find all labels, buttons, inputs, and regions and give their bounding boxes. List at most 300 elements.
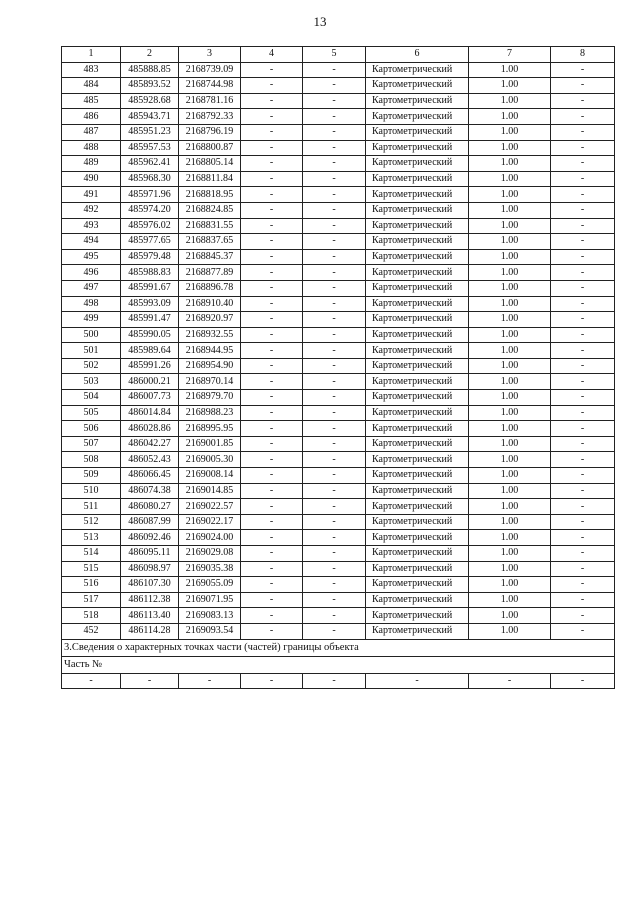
table-cell: 2168920.97 bbox=[179, 312, 241, 328]
table-cell: - bbox=[241, 140, 303, 156]
table-cell: 1.00 bbox=[469, 327, 551, 343]
table-cell: - bbox=[551, 296, 615, 312]
table-cell: - bbox=[303, 265, 366, 281]
table-cell: Картометрический bbox=[366, 608, 469, 624]
table-cell: - bbox=[551, 468, 615, 484]
table-row bbox=[62, 514, 615, 530]
table-cell: - bbox=[551, 234, 615, 250]
table-cell: 2168781.16 bbox=[179, 93, 241, 109]
section-title: 3.Сведения о характерных точках части (частей) границы объекта bbox=[62, 639, 615, 656]
table-cell: - bbox=[303, 358, 366, 374]
table-cell: Картометрический bbox=[366, 265, 469, 281]
table-cell: 483 bbox=[62, 62, 121, 78]
table-cell: - bbox=[241, 561, 303, 577]
table-cell: 1.00 bbox=[469, 483, 551, 499]
table-row bbox=[62, 327, 615, 343]
table-cell: 516 bbox=[62, 577, 121, 593]
table-row bbox=[62, 296, 615, 312]
table-cell: 486114.28 bbox=[121, 623, 179, 639]
table-cell: Картометрический bbox=[366, 296, 469, 312]
table-cell: 500 bbox=[62, 327, 121, 343]
table-cell: - bbox=[241, 78, 303, 94]
table-cell: 485974.20 bbox=[121, 202, 179, 218]
table-cell: 491 bbox=[62, 187, 121, 203]
table-cell: Картометрический bbox=[366, 514, 469, 530]
table-cell: - bbox=[241, 202, 303, 218]
table-cell: - bbox=[551, 592, 615, 608]
table-cell: 486 bbox=[62, 109, 121, 125]
table-cell: Картометрический bbox=[366, 483, 469, 499]
table-cell: Картометрический bbox=[366, 592, 469, 608]
table-cell: 2168944.95 bbox=[179, 343, 241, 359]
table-cell: 1.00 bbox=[469, 78, 551, 94]
table-row bbox=[62, 156, 615, 172]
table-row bbox=[62, 312, 615, 328]
table-cell: Картометрический bbox=[366, 93, 469, 109]
table-cell: - bbox=[303, 390, 366, 406]
table-cell: 495 bbox=[62, 249, 121, 265]
table-cell: - bbox=[303, 93, 366, 109]
table-cell: 496 bbox=[62, 265, 121, 281]
characteristic-points-table bbox=[61, 46, 615, 689]
table-cell: 2169022.17 bbox=[179, 514, 241, 530]
table-cell: 486042.27 bbox=[121, 436, 179, 452]
table-cell: - bbox=[551, 514, 615, 530]
table-cell: - bbox=[551, 546, 615, 562]
table-cell: - bbox=[551, 623, 615, 639]
table-cell: 1.00 bbox=[469, 421, 551, 437]
table-cell: 485979.48 bbox=[121, 249, 179, 265]
table-cell: Картометрический bbox=[366, 187, 469, 203]
table-cell: 493 bbox=[62, 218, 121, 234]
table-cell: - bbox=[551, 156, 615, 172]
table-cell: 2168995.95 bbox=[179, 421, 241, 437]
table-cell: 498 bbox=[62, 296, 121, 312]
table-cell: 1.00 bbox=[469, 218, 551, 234]
table-cell: - bbox=[551, 187, 615, 203]
table-cell: 485962.41 bbox=[121, 156, 179, 172]
table-cell: 1.00 bbox=[469, 187, 551, 203]
column-number-8: 8 bbox=[551, 47, 615, 63]
table-cell: 1.00 bbox=[469, 546, 551, 562]
table-cell: - bbox=[551, 280, 615, 296]
table-cell: 1.00 bbox=[469, 249, 551, 265]
table-cell: 2168932.55 bbox=[179, 327, 241, 343]
table-cell: Картометрический bbox=[366, 577, 469, 593]
table-cell: - bbox=[303, 468, 366, 484]
table-cell: 514 bbox=[62, 546, 121, 562]
table-cell: - bbox=[241, 405, 303, 421]
table-row bbox=[62, 592, 615, 608]
table-cell: 486087.99 bbox=[121, 514, 179, 530]
table-cell: - bbox=[303, 218, 366, 234]
table-cell: - bbox=[551, 312, 615, 328]
table-cell: - bbox=[303, 171, 366, 187]
table-cell: - bbox=[366, 673, 469, 689]
table-cell: Картометрический bbox=[366, 140, 469, 156]
table-cell: - bbox=[303, 608, 366, 624]
table-cell: 486066.45 bbox=[121, 468, 179, 484]
table-cell: 486095.11 bbox=[121, 546, 179, 562]
table-cell: 486007.73 bbox=[121, 390, 179, 406]
table-cell: - bbox=[551, 673, 615, 689]
table-cell: - bbox=[551, 358, 615, 374]
table-cell: Картометрический bbox=[366, 280, 469, 296]
table-cell: 2168877.89 bbox=[179, 265, 241, 281]
table-cell: - bbox=[551, 140, 615, 156]
table-row bbox=[62, 468, 615, 484]
table-cell: - bbox=[551, 436, 615, 452]
table-cell: 2168811.84 bbox=[179, 171, 241, 187]
table-cell: - bbox=[303, 592, 366, 608]
table-cell: 2169055.09 bbox=[179, 577, 241, 593]
table-cell: Картометрический bbox=[366, 124, 469, 140]
table-cell: - bbox=[303, 249, 366, 265]
table-cell: Картометрический bbox=[366, 499, 469, 515]
table-row bbox=[62, 499, 615, 515]
table-cell: 486014.84 bbox=[121, 405, 179, 421]
table-cell: 2168988.23 bbox=[179, 405, 241, 421]
table-cell: - bbox=[551, 343, 615, 359]
table-cell: 486080.27 bbox=[121, 499, 179, 515]
table-row bbox=[62, 530, 615, 546]
table-cell: 485989.64 bbox=[121, 343, 179, 359]
table-cell: - bbox=[303, 546, 366, 562]
table-cell: 518 bbox=[62, 608, 121, 624]
table-cell: 2168954.90 bbox=[179, 358, 241, 374]
table-cell: - bbox=[551, 93, 615, 109]
table-cell: - bbox=[551, 78, 615, 94]
table-cell: Картометрический bbox=[366, 421, 469, 437]
table-cell: 485976.02 bbox=[121, 218, 179, 234]
table-cell: 485928.68 bbox=[121, 93, 179, 109]
column-number-1: 1 bbox=[62, 47, 121, 63]
table-cell: Картометрический bbox=[366, 249, 469, 265]
table-row bbox=[62, 483, 615, 499]
table-cell: 1.00 bbox=[469, 623, 551, 639]
table-cell: 1.00 bbox=[469, 312, 551, 328]
table-cell: 1.00 bbox=[469, 577, 551, 593]
table-cell: - bbox=[551, 577, 615, 593]
table-cell: - bbox=[303, 530, 366, 546]
table-cell: - bbox=[551, 561, 615, 577]
table-cell: - bbox=[303, 421, 366, 437]
table-cell: - bbox=[241, 530, 303, 546]
table-cell: 2169093.54 bbox=[179, 623, 241, 639]
table-row bbox=[62, 561, 615, 577]
table-cell: 2168792.33 bbox=[179, 109, 241, 125]
table-cell: - bbox=[241, 452, 303, 468]
table-cell: 2168824.85 bbox=[179, 202, 241, 218]
table-cell: 485988.83 bbox=[121, 265, 179, 281]
table-cell: - bbox=[551, 374, 615, 390]
table-cell: 2169022.57 bbox=[179, 499, 241, 515]
table-cell: - bbox=[241, 514, 303, 530]
table-cell: 1.00 bbox=[469, 280, 551, 296]
table-row bbox=[62, 265, 615, 281]
table-cell: 488 bbox=[62, 140, 121, 156]
table-cell: 2169001.85 bbox=[179, 436, 241, 452]
table-cell: 2168800.87 bbox=[179, 140, 241, 156]
table-cell: 503 bbox=[62, 374, 121, 390]
table-cell: - bbox=[241, 187, 303, 203]
table-cell: - bbox=[303, 561, 366, 577]
table-cell: 1.00 bbox=[469, 124, 551, 140]
table-cell: 486052.43 bbox=[121, 452, 179, 468]
table-cell: - bbox=[551, 530, 615, 546]
table-cell: Картометрический bbox=[366, 546, 469, 562]
table-cell: - bbox=[62, 673, 121, 689]
table-row bbox=[62, 62, 615, 78]
table-row bbox=[62, 546, 615, 562]
table-row bbox=[62, 93, 615, 109]
column-number-2: 2 bbox=[121, 47, 179, 63]
table-cell: - bbox=[551, 452, 615, 468]
table-cell: - bbox=[241, 156, 303, 172]
table-cell: - bbox=[551, 608, 615, 624]
table-cell: 452 bbox=[62, 623, 121, 639]
table-cell: 1.00 bbox=[469, 374, 551, 390]
table-cell: - bbox=[551, 109, 615, 125]
table-cell: Картометрический bbox=[366, 405, 469, 421]
table-cell: - bbox=[303, 343, 366, 359]
table-cell: - bbox=[241, 358, 303, 374]
table-cell: - bbox=[551, 171, 615, 187]
table-cell: 485990.05 bbox=[121, 327, 179, 343]
table-cell: 504 bbox=[62, 390, 121, 406]
table-cell: - bbox=[303, 280, 366, 296]
table-cell: 501 bbox=[62, 343, 121, 359]
table-cell: 485991.47 bbox=[121, 312, 179, 328]
table-cell: Картометрический bbox=[366, 234, 469, 250]
table-cell: 489 bbox=[62, 156, 121, 172]
table-cell: - bbox=[303, 78, 366, 94]
table-cell: - bbox=[551, 421, 615, 437]
table-cell: Картометрический bbox=[366, 62, 469, 78]
section-title-row bbox=[62, 639, 615, 656]
table-cell: 2168896.78 bbox=[179, 280, 241, 296]
table-cell: 2168796.19 bbox=[179, 124, 241, 140]
table-cell: 1.00 bbox=[469, 358, 551, 374]
table-cell: 2168818.95 bbox=[179, 187, 241, 203]
table-cell: - bbox=[303, 374, 366, 390]
table-cell: Картометрический bbox=[366, 358, 469, 374]
table-cell: 2169008.14 bbox=[179, 468, 241, 484]
table-cell: - bbox=[551, 218, 615, 234]
table-cell: - bbox=[303, 499, 366, 515]
table-cell: 508 bbox=[62, 452, 121, 468]
table-cell: 1.00 bbox=[469, 608, 551, 624]
table-cell: Картометрический bbox=[366, 623, 469, 639]
table-cell: 485888.85 bbox=[121, 62, 179, 78]
table-row bbox=[62, 124, 615, 140]
table-cell: - bbox=[303, 140, 366, 156]
table-cell: - bbox=[241, 327, 303, 343]
table-cell: - bbox=[551, 499, 615, 515]
table-cell: - bbox=[241, 265, 303, 281]
table-row bbox=[62, 218, 615, 234]
table-cell: 486074.38 bbox=[121, 483, 179, 499]
table-cell: - bbox=[303, 312, 366, 328]
table-cell: 1.00 bbox=[469, 93, 551, 109]
table-cell: 486112.38 bbox=[121, 592, 179, 608]
table-cell: 2169029.08 bbox=[179, 546, 241, 562]
table-cell: 2168805.14 bbox=[179, 156, 241, 172]
table-cell: 2169035.38 bbox=[179, 561, 241, 577]
table-cell: 484 bbox=[62, 78, 121, 94]
table-cell: 1.00 bbox=[469, 499, 551, 515]
table-row bbox=[62, 577, 615, 593]
table-cell: 2168979.70 bbox=[179, 390, 241, 406]
column-number-row bbox=[62, 47, 615, 63]
table-cell: - bbox=[303, 405, 366, 421]
table-cell: 2168739.09 bbox=[179, 62, 241, 78]
table-cell: - bbox=[241, 421, 303, 437]
table-cell: 494 bbox=[62, 234, 121, 250]
table-cell: Картометрический bbox=[366, 327, 469, 343]
table-cell: 485971.96 bbox=[121, 187, 179, 203]
table-row bbox=[62, 78, 615, 94]
table-cell: - bbox=[241, 93, 303, 109]
table-cell: 507 bbox=[62, 436, 121, 452]
table-cell: 1.00 bbox=[469, 156, 551, 172]
table-cell: 517 bbox=[62, 592, 121, 608]
table-cell: 2168845.37 bbox=[179, 249, 241, 265]
table-row bbox=[62, 374, 615, 390]
page-number: 13 bbox=[313, 14, 327, 29]
table-cell: - bbox=[303, 623, 366, 639]
table-cell: - bbox=[241, 577, 303, 593]
table-cell: 513 bbox=[62, 530, 121, 546]
table-cell: 486028.86 bbox=[121, 421, 179, 437]
table-cell: Картометрический bbox=[366, 452, 469, 468]
table-cell: - bbox=[121, 673, 179, 689]
table-cell: - bbox=[303, 296, 366, 312]
table-row bbox=[62, 421, 615, 437]
table-cell: 485968.30 bbox=[121, 171, 179, 187]
table-cell: 2169083.13 bbox=[179, 608, 241, 624]
table-cell: 1.00 bbox=[469, 171, 551, 187]
table-cell: 486098.97 bbox=[121, 561, 179, 577]
table-cell: - bbox=[303, 109, 366, 125]
table-row bbox=[62, 390, 615, 406]
table-row bbox=[62, 452, 615, 468]
table-cell: - bbox=[551, 202, 615, 218]
table-row bbox=[62, 405, 615, 421]
table-cell: 485991.26 bbox=[121, 358, 179, 374]
table-cell: 2168910.40 bbox=[179, 296, 241, 312]
table-cell: 2169024.00 bbox=[179, 530, 241, 546]
table-cell: - bbox=[303, 452, 366, 468]
table-cell: 509 bbox=[62, 468, 121, 484]
table-cell: 1.00 bbox=[469, 109, 551, 125]
table-cell: 486092.46 bbox=[121, 530, 179, 546]
table-cell: - bbox=[241, 234, 303, 250]
table-cell: - bbox=[303, 124, 366, 140]
points-table-container bbox=[61, 46, 585, 689]
table-cell: 2169005.30 bbox=[179, 452, 241, 468]
table-cell: 485977.65 bbox=[121, 234, 179, 250]
table-cell: - bbox=[303, 673, 366, 689]
table-row bbox=[62, 436, 615, 452]
table-cell: - bbox=[303, 483, 366, 499]
table-cell: - bbox=[241, 280, 303, 296]
part-label: Часть № bbox=[62, 656, 615, 673]
table-cell: - bbox=[241, 124, 303, 140]
table-row bbox=[62, 140, 615, 156]
table-cell: Картометрический bbox=[366, 171, 469, 187]
table-cell: Картометрический bbox=[366, 390, 469, 406]
table-row bbox=[62, 358, 615, 374]
table-cell: - bbox=[241, 592, 303, 608]
table-cell: - bbox=[241, 499, 303, 515]
table-cell: Картометрический bbox=[366, 436, 469, 452]
table-cell: - bbox=[241, 296, 303, 312]
table-cell: - bbox=[241, 608, 303, 624]
table-cell: - bbox=[241, 390, 303, 406]
table-cell: - bbox=[241, 109, 303, 125]
table-cell: 485943.71 bbox=[121, 109, 179, 125]
table-cell: 505 bbox=[62, 405, 121, 421]
table-cell: - bbox=[241, 673, 303, 689]
table-cell: - bbox=[303, 514, 366, 530]
table-row bbox=[62, 171, 615, 187]
column-number-6: 6 bbox=[366, 47, 469, 63]
column-number-3: 3 bbox=[179, 47, 241, 63]
table-row bbox=[62, 623, 615, 639]
table-cell: 490 bbox=[62, 171, 121, 187]
table-cell: 485957.53 bbox=[121, 140, 179, 156]
table-cell: - bbox=[551, 405, 615, 421]
table-cell: - bbox=[241, 249, 303, 265]
column-number-7: 7 bbox=[469, 47, 551, 63]
table-cell: - bbox=[303, 187, 366, 203]
table-cell: 1.00 bbox=[469, 514, 551, 530]
table-cell: - bbox=[551, 483, 615, 499]
table-row bbox=[62, 249, 615, 265]
table-cell: - bbox=[241, 483, 303, 499]
table-cell: 486107.30 bbox=[121, 577, 179, 593]
table-cell: 1.00 bbox=[469, 265, 551, 281]
table-cell: - bbox=[551, 390, 615, 406]
table-cell: 499 bbox=[62, 312, 121, 328]
table-cell: 511 bbox=[62, 499, 121, 515]
table-cell: Картометрический bbox=[366, 312, 469, 328]
table-cell: 1.00 bbox=[469, 405, 551, 421]
table-cell: 2168744.98 bbox=[179, 78, 241, 94]
table-cell: 1.00 bbox=[469, 234, 551, 250]
table-cell: 1.00 bbox=[469, 62, 551, 78]
table-cell: Картометрический bbox=[366, 530, 469, 546]
table-cell: - bbox=[303, 156, 366, 172]
table-cell: 512 bbox=[62, 514, 121, 530]
table-cell: 497 bbox=[62, 280, 121, 296]
table-cell: - bbox=[551, 124, 615, 140]
table-cell: - bbox=[551, 62, 615, 78]
table-row bbox=[62, 608, 615, 624]
table-cell: 506 bbox=[62, 421, 121, 437]
table-cell: 485993.09 bbox=[121, 296, 179, 312]
table-cell: - bbox=[303, 62, 366, 78]
table-cell: Картометрический bbox=[366, 218, 469, 234]
table-cell: - bbox=[469, 673, 551, 689]
table-cell: 2168837.65 bbox=[179, 234, 241, 250]
table-cell: 2168970.14 bbox=[179, 374, 241, 390]
table-cell: - bbox=[241, 62, 303, 78]
table-cell: 1.00 bbox=[469, 436, 551, 452]
table-cell: 1.00 bbox=[469, 530, 551, 546]
table-cell: 1.00 bbox=[469, 202, 551, 218]
